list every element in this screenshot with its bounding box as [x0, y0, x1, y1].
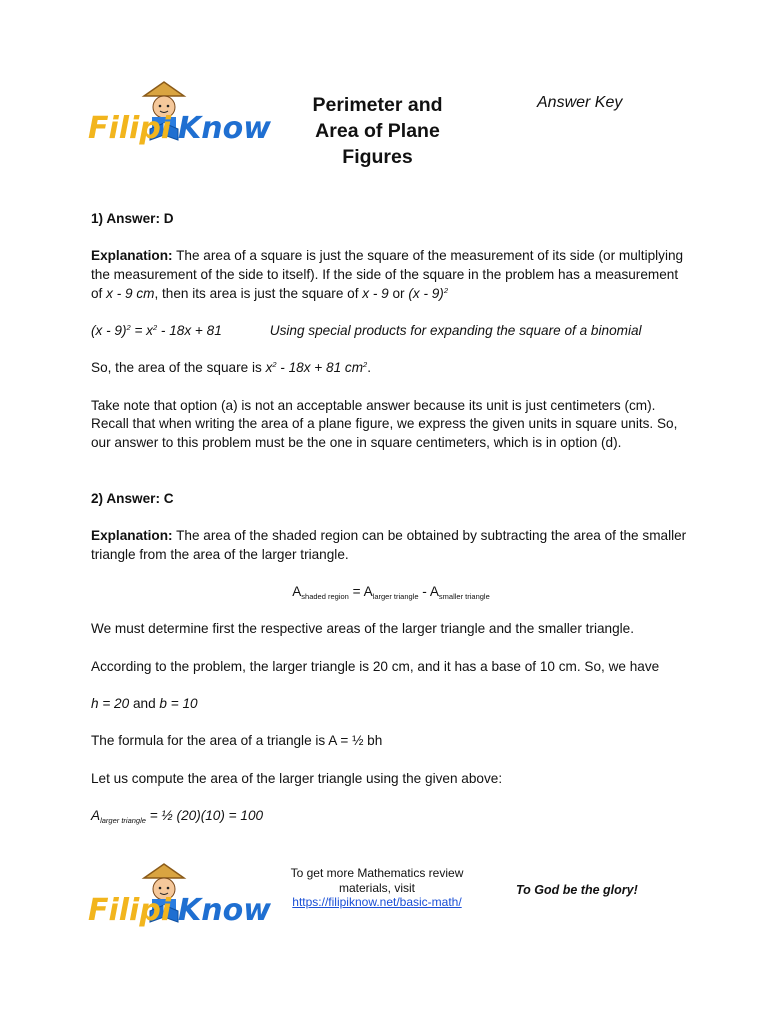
q2-text-1: The area of the shaded region can be obtained by subtracting the area of the smaller triangle from the area of the larger triangle.: [91, 528, 687, 562]
q2-c-sub: larger triangle: [100, 815, 146, 825]
footer-logo-text-filipi: Filipi: [88, 893, 172, 928]
q2-b: b = 10: [159, 696, 198, 712]
q2-explanation: [91, 527, 691, 564]
q1-so-d: .: [367, 360, 371, 376]
q2-heading: 2) Answer: C: [91, 490, 174, 506]
q2-text-5: Let us compute the area of the larger triangle using the given above:: [91, 770, 503, 786]
q2-c-b: = ½ (20)(10) = 100: [145, 807, 264, 823]
footer-line-1: To get more Mathematics review materials, visit: [290, 866, 464, 895]
title-line-2: Area of Plane: [315, 120, 440, 142]
q1-sup: 2: [443, 285, 449, 295]
q1-eq-note: Using special products for expanding the square of a binomial: [269, 323, 642, 338]
q1-text-b: x - 9 cm: [106, 285, 155, 301]
q1-text-f: (x - 9): [408, 285, 444, 301]
q1-equation: [91, 322, 691, 341]
title-line-1: Perimeter and: [312, 94, 443, 116]
footer-review-note: [272, 866, 482, 910]
q2-f-sub1: shaded region: [301, 592, 349, 602]
q2-computation: [91, 807, 691, 826]
q1-eq-c: - 18x + 81: [157, 323, 222, 338]
filipiknow-logo: [86, 80, 271, 170]
q2-text-4: The formula for the area of a triangle is A = ½ bh: [91, 733, 383, 749]
q2-f-c: - A: [418, 584, 439, 600]
q1-text-a: The area of a square is just the square of the measurement of its side (or multiplying the measurement of the side to itself). If the side of the square in the problem has a measurement of: [91, 248, 684, 301]
q2-text-2: We must determine first the respective areas of the larger triangle and the smaller triangle.: [91, 621, 634, 637]
q2-h: h = 20: [91, 696, 130, 712]
q1-so-b: x: [265, 360, 273, 376]
q1-eq-a: (x - 9): [91, 323, 127, 338]
q1-text-c: , then its area is just the square of: [154, 285, 363, 301]
q1-eq-sup1: 2: [126, 323, 131, 332]
q1-so-a: So, the area of the square is: [91, 360, 266, 376]
logo-text-filipi: Filipi: [88, 111, 172, 146]
answer-key-label: Answer Key: [537, 94, 623, 111]
answer-content: [91, 210, 691, 826]
q1-explanation: [91, 247, 691, 303]
q1-so-c: - 18x + 81 cm: [276, 360, 364, 376]
q1-text-e: or: [388, 285, 409, 301]
q2-given: [91, 695, 691, 714]
footer-filipiknow-logo: [86, 862, 271, 952]
q1-so-sup: 2: [272, 360, 277, 370]
q2-f-b: = A: [348, 584, 373, 600]
footer-logo-text-know: Know: [178, 893, 271, 928]
footer-link[interactable]: https://filipiknow.net/basic-math/: [292, 895, 462, 909]
logo-text-know: Know: [178, 111, 271, 146]
q2-and: and: [129, 696, 160, 712]
q2-explanation-label: Explanation:: [91, 528, 173, 544]
q2-f-sub3: smaller triangle: [438, 592, 490, 602]
q1-note: Take note that option (a) is not an acceptable answer because its unit is just centimeters (cm). Recall that when writing the area of a plane figure, we express the given units in square units. So, our answer to this problem must be the one in square centimeters, which is in option (d).: [91, 397, 678, 450]
page-title: [290, 92, 465, 170]
q1-eq-b: = x: [130, 323, 153, 338]
q1-eq-sup2: 2: [152, 323, 158, 332]
q2-formula: [91, 583, 691, 602]
q1-text-d: x - 9: [362, 285, 389, 301]
q1-so-sup2: 2: [363, 360, 368, 370]
q1-so: [91, 359, 691, 378]
q1-heading: 1) Answer: D: [91, 211, 174, 226]
footer-glory: To God be the glory!: [516, 883, 638, 897]
q1-explanation-label: Explanation:: [91, 248, 173, 264]
q2-f-a: A: [292, 584, 302, 600]
q2-text-3: According to the problem, the larger triangle is 20 cm, and it has a base of 10 cm. So, we have: [91, 658, 660, 674]
q2-f-sub2: larger triangle: [372, 592, 419, 602]
q2-c-a: A: [91, 807, 101, 823]
title-line-3: Figures: [342, 146, 413, 168]
